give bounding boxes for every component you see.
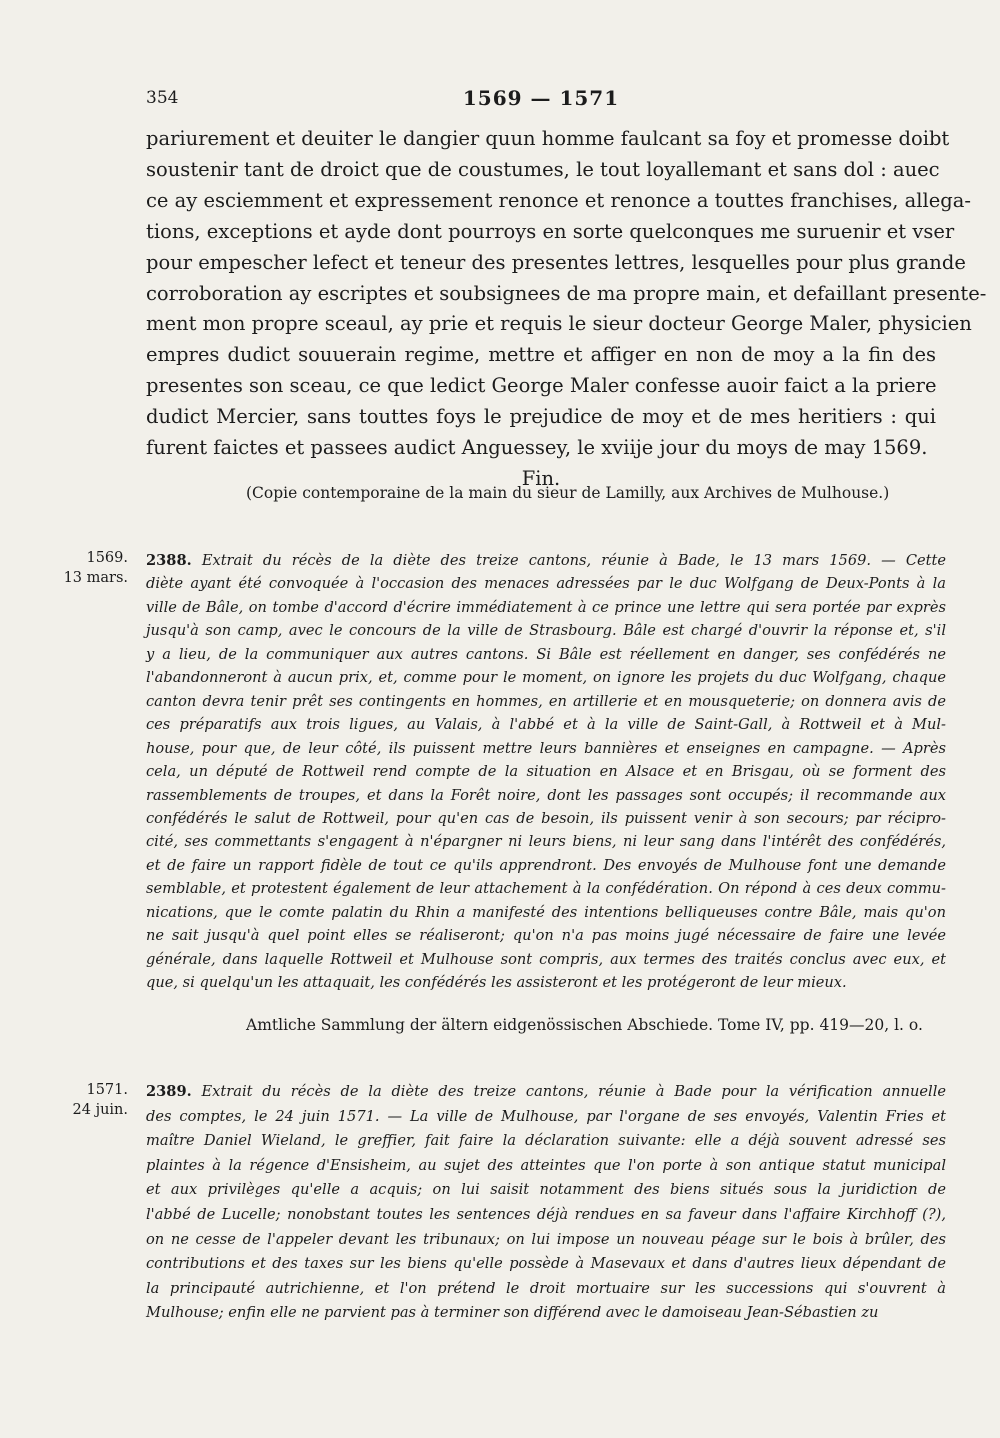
entry-line [146,549,946,572]
entry-line: canton devra tenir prêt ses contingents en hommes, en artillerie et en mousqueterie; on donnera avis de [146,692,946,710]
entry-line: des comptes, le 24 juin 1571. — La ville de Mulhouse, par l'organe de ses envoyés, Valentin Fries et [146,1107,946,1125]
entry-line: confédérés le salut de Rottweil, pour qu'en cas de besoin, ils puissent venir à son secours; par récipro- [146,809,946,827]
entry-line: semblable, et protestent également de leur attachement à la confédération. On répond à ces deux commu- [146,880,946,898]
entry-line: plaintes à la régence d'Ensisheim, au sujet des atteintes que l'on porte à son antique statut municipal [146,1156,946,1174]
letter-line: empres dudict souuerain regime, mettre et affiger en non de moy a la fin des [146,343,936,367]
entry-line: contributions et des taxes sur les biens qu'elle possède à Masevaux et dans d'autres lieux dépendant de [146,1255,946,1273]
letter-line: pariurement et deuiter le dangier quun homme faulcant sa foy et promesse doibt [146,127,950,150]
running-title: 1569 — 1571 [462,86,620,110]
entry-line: l'abbé de Lucelle; nonobstant toutes les sentences déjà rendues en sa faveur dans l'affaire Kirchhoff (?), [146,1205,946,1223]
letter-line: pour empescher lefect et teneur des presentes lettres, lesquelles pour plus grande [146,250,966,274]
entry-text: Extrait du récès de la diète des treize cantons, réunie à Bade, le 13 mars 1569. — Cette [201,552,946,569]
letter-line: ment mon propre sceaul, ay prie et requis le sieur docteur George Maler, physicien [146,312,972,336]
entry-line: et de faire un rapport fidèle de tout ce qu'ils apprendront. Des envoyés de Mulhouse font une demande [146,856,946,874]
entry-line: et aux privilèges qu'elle a acquis; on lui saisit notamment des biens situés sous la juridiction de [146,1181,946,1199]
margin-day: 24 juin. [72,1102,128,1118]
entry-line [146,1080,946,1105]
entry-line: house, pour que, de leur côté, ils puissent mettre leurs bannières et enseignes en campagne. — Après [146,739,946,757]
letter-text [146,124,987,494]
entry-number: 2389. [146,1083,192,1100]
margin-date [50,548,128,588]
entry-line: ces préparatifs aux trois ligues, au Valais, à l'abbé et à la ville de Saint-Gall, à Rottweil et à Mul- [146,716,946,734]
entry-2389 [146,1080,946,1326]
page-number: 354 [146,88,179,108]
source-citation: (Copie contemporaine de la main du sieur de Lamilly, aux Archives de Mulhouse.) [246,484,890,502]
entry-line: générale, dans laquelle Rottweil et Mulhouse sont compris, aux termes des traités conclus avec eux, et [146,950,946,968]
source-citation: Amtliche Sammlung der ältern eidgenössischen Abschiede. Tome IV, pp. 419—20, l. o. [246,1016,923,1034]
margin-day: 13 mars. [63,570,128,586]
letter-line: tions, exceptions et ayde dont pourroys en sorte quelconques me suruenir et vser [146,219,955,243]
fin-mark: Fin. [521,466,561,490]
entry-line: maître Daniel Wieland, le greffier, fait faire la déclaration suivante: elle a déjà souvent adressé ses [146,1132,946,1150]
letter-line: soustenir tant de droict que de coustumes, le tout loyallemant et sans dol : auec [146,157,940,181]
margin-date [50,1080,128,1120]
letter-line: furent faictes et passees audict Anguessey, le xviije jour du moys de may 1569. [146,436,928,460]
letter-line: presentes son sceau, ce que ledict George Maler confesse auoir faict a la priere [146,374,937,398]
entry-line: l'abandonneront à aucun prix, et, comme pour le moment, on ignore les projets du duc Wolfgang, chaque [146,669,946,687]
entry-line: que, si quelqu'un les attaquait, les confédérés les assisteront et les protégeront de leur mieux. [146,974,847,992]
entry-line: ne sait jusqu'à quel point elles se réaliseront; qu'on n'a pas moins jugé nécessaire de faire une levée [146,927,946,945]
entry-line: diète ayant été convoquée à l'occasion des menaces adressées par le duc Wolfgang de Deux-Ponts à la [146,575,946,593]
entry-line: jusqu'à son camp, avec le concours de la ville de Strasbourg. Bâle est chargé d'ouvrir la réponse et, s'il [146,622,946,640]
page-header [146,88,936,118]
entry-line: rassemblements de troupes, et dans la Forêt noire, dont les passages sont occupés; il recommande aux [146,786,946,804]
entry-line: nications, que le comte palatin du Rhin a manifesté des intentions belliqueuses contre Bâle, mais qu'on [146,903,946,921]
letter-line: corroboration ay escriptes et soubsignees de ma propre main, et defaillant presente- [146,281,987,305]
entry-text: Extrait du récès de la diète des treize cantons, réunie à Bade pour la vérification annuelle [201,1083,947,1100]
entry-line: cela, un député de Rottweil rend compte de la situation en Alsace et en Brisgau, où se forment des [146,763,946,781]
entry-line: Mulhouse; enfin elle ne parvient pas à terminer son différend avec le damoiseau Jean-Sébastien zu [146,1304,879,1322]
entry-line: ville de Bâle, on tombe d'accord d'écrire immédiatement à ce prince une lettre qui sera portée par exprès [146,598,946,616]
entry-2388 [146,549,946,995]
entry-line: y a lieu, de la communiquer aux autres cantons. Si Bâle est réellement en danger, ses confédérés ne [146,645,946,663]
margin-year: 1569. [86,550,128,566]
entry-number: 2388. [146,552,192,569]
margin-year: 1571. [86,1082,128,1098]
entry-line: cité, ses commettants s'engagent à n'épargner ni leurs biens, ni leur sang dans l'intérêt des confédérés, [146,833,946,851]
letter-line: dudict Mercier, sans touttes foys le prejudice de moy et de mes heritiers : qui [146,405,936,429]
entry-line: la principauté autrichienne, et l'on prétend le droit mortuaire sur les successions qui s'ouvrent à [146,1279,946,1297]
entry-line: on ne cesse de l'appeler devant les tribunaux; on lui impose un nouveau péage sur le bois à brûler, des [146,1230,946,1248]
letter-line: ce ay esciemment et expressement renonce et renonce a touttes franchises, allega- [146,188,971,212]
